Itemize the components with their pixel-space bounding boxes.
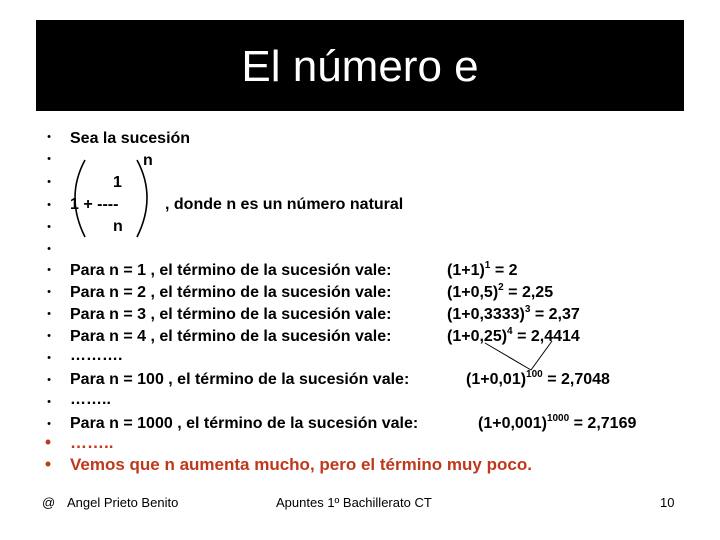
- term-result: = 2,25: [508, 284, 554, 301]
- footer-course: Apuntes 1º Bachillerato CT: [276, 495, 432, 510]
- bullet: •: [47, 153, 51, 165]
- bullet: •: [47, 286, 51, 298]
- term-value-6: [478, 414, 636, 434]
- right-parenthesis: [137, 160, 147, 237]
- slide-title: El número e: [241, 42, 479, 91]
- term-base: (1+1): [447, 262, 485, 279]
- bullet: •: [47, 374, 51, 386]
- term-text: Para n = 3 , el término de la sucesión vale:: [70, 306, 392, 323]
- term-exponent: 2: [498, 282, 504, 293]
- term-base: (1+0,01): [466, 371, 527, 388]
- term-text: Para n = 100 , el término de la sucesión vale:: [70, 371, 410, 388]
- term-exponent: 3: [524, 304, 531, 315]
- term-line-6: [70, 414, 418, 434]
- ellipsis-2: ……..: [70, 391, 111, 408]
- bullet: •: [47, 131, 51, 143]
- formula-suffix: , donde n es un número natural: [165, 196, 404, 213]
- term-exponent: 100: [526, 369, 543, 380]
- bullet: •: [47, 243, 51, 255]
- term-value-1: [447, 261, 518, 281]
- ellipsis-3: ……..: [70, 433, 114, 452]
- term-base: (1+0,25): [447, 328, 508, 345]
- term-exponent: 1: [484, 260, 491, 271]
- bullet: •: [47, 221, 51, 233]
- bullet: •: [47, 199, 51, 211]
- bullet: •: [47, 418, 51, 430]
- term-result: = 2,37: [534, 306, 580, 323]
- bullet: •: [44, 432, 52, 452]
- term-exponent: 4: [507, 326, 513, 337]
- bullet: •: [44, 454, 52, 474]
- term-base: (1+0,5): [447, 284, 499, 301]
- ellipsis-1: ……….: [70, 347, 123, 364]
- bullet: •: [47, 308, 51, 320]
- term-line-2: [70, 283, 391, 303]
- term-result: = 2,4414: [517, 328, 580, 345]
- bullet: •: [47, 352, 51, 364]
- term-value-2: [447, 283, 553, 303]
- term-result: = 2: [494, 262, 518, 279]
- bullet: •: [47, 264, 51, 276]
- term-line-3: [70, 305, 391, 325]
- term-value-3: [447, 305, 580, 325]
- term-value-4: [447, 327, 580, 347]
- term-text: Para n = 4 , el término de la sucesión vale:: [70, 328, 392, 345]
- formula-prefix: 1 + ----: [70, 196, 119, 213]
- formula-denominator: n: [113, 218, 123, 235]
- term-exponent: 1000: [546, 413, 570, 424]
- bullet: •: [47, 330, 51, 342]
- term-text: Para n = 1 , el término de la sucesión vale:: [70, 262, 392, 279]
- formula-numerator: 1: [113, 174, 122, 191]
- term-line-1: [70, 261, 391, 281]
- bullet: •: [47, 176, 51, 188]
- term-base: (1+0,3333): [447, 306, 525, 323]
- conclusion-text: Vemos que n aumenta mucho, pero el término muy poco.: [70, 455, 532, 474]
- intro-text: Sea la sucesión: [70, 130, 191, 147]
- term-line-4: [70, 327, 391, 347]
- term-base: (1+0,001): [478, 415, 547, 432]
- bullet: •: [47, 396, 51, 408]
- page-number: 10: [660, 495, 675, 510]
- footer-author: Angel Prieto Benito: [67, 495, 179, 510]
- term-value-5: [466, 370, 610, 390]
- term-result: = 2,7048: [547, 371, 610, 388]
- term-line-5: [70, 370, 409, 390]
- formula-exponent: n: [143, 152, 153, 169]
- dots-arrow-line-1: [485, 343, 531, 370]
- term-text: Para n = 1000 , el término de la sucesión vale:: [70, 415, 419, 432]
- term-result: = 2,7169: [573, 415, 637, 432]
- term-text: Para n = 2 , el término de la sucesión vale:: [70, 284, 392, 301]
- copyright-symbol: @: [42, 495, 56, 510]
